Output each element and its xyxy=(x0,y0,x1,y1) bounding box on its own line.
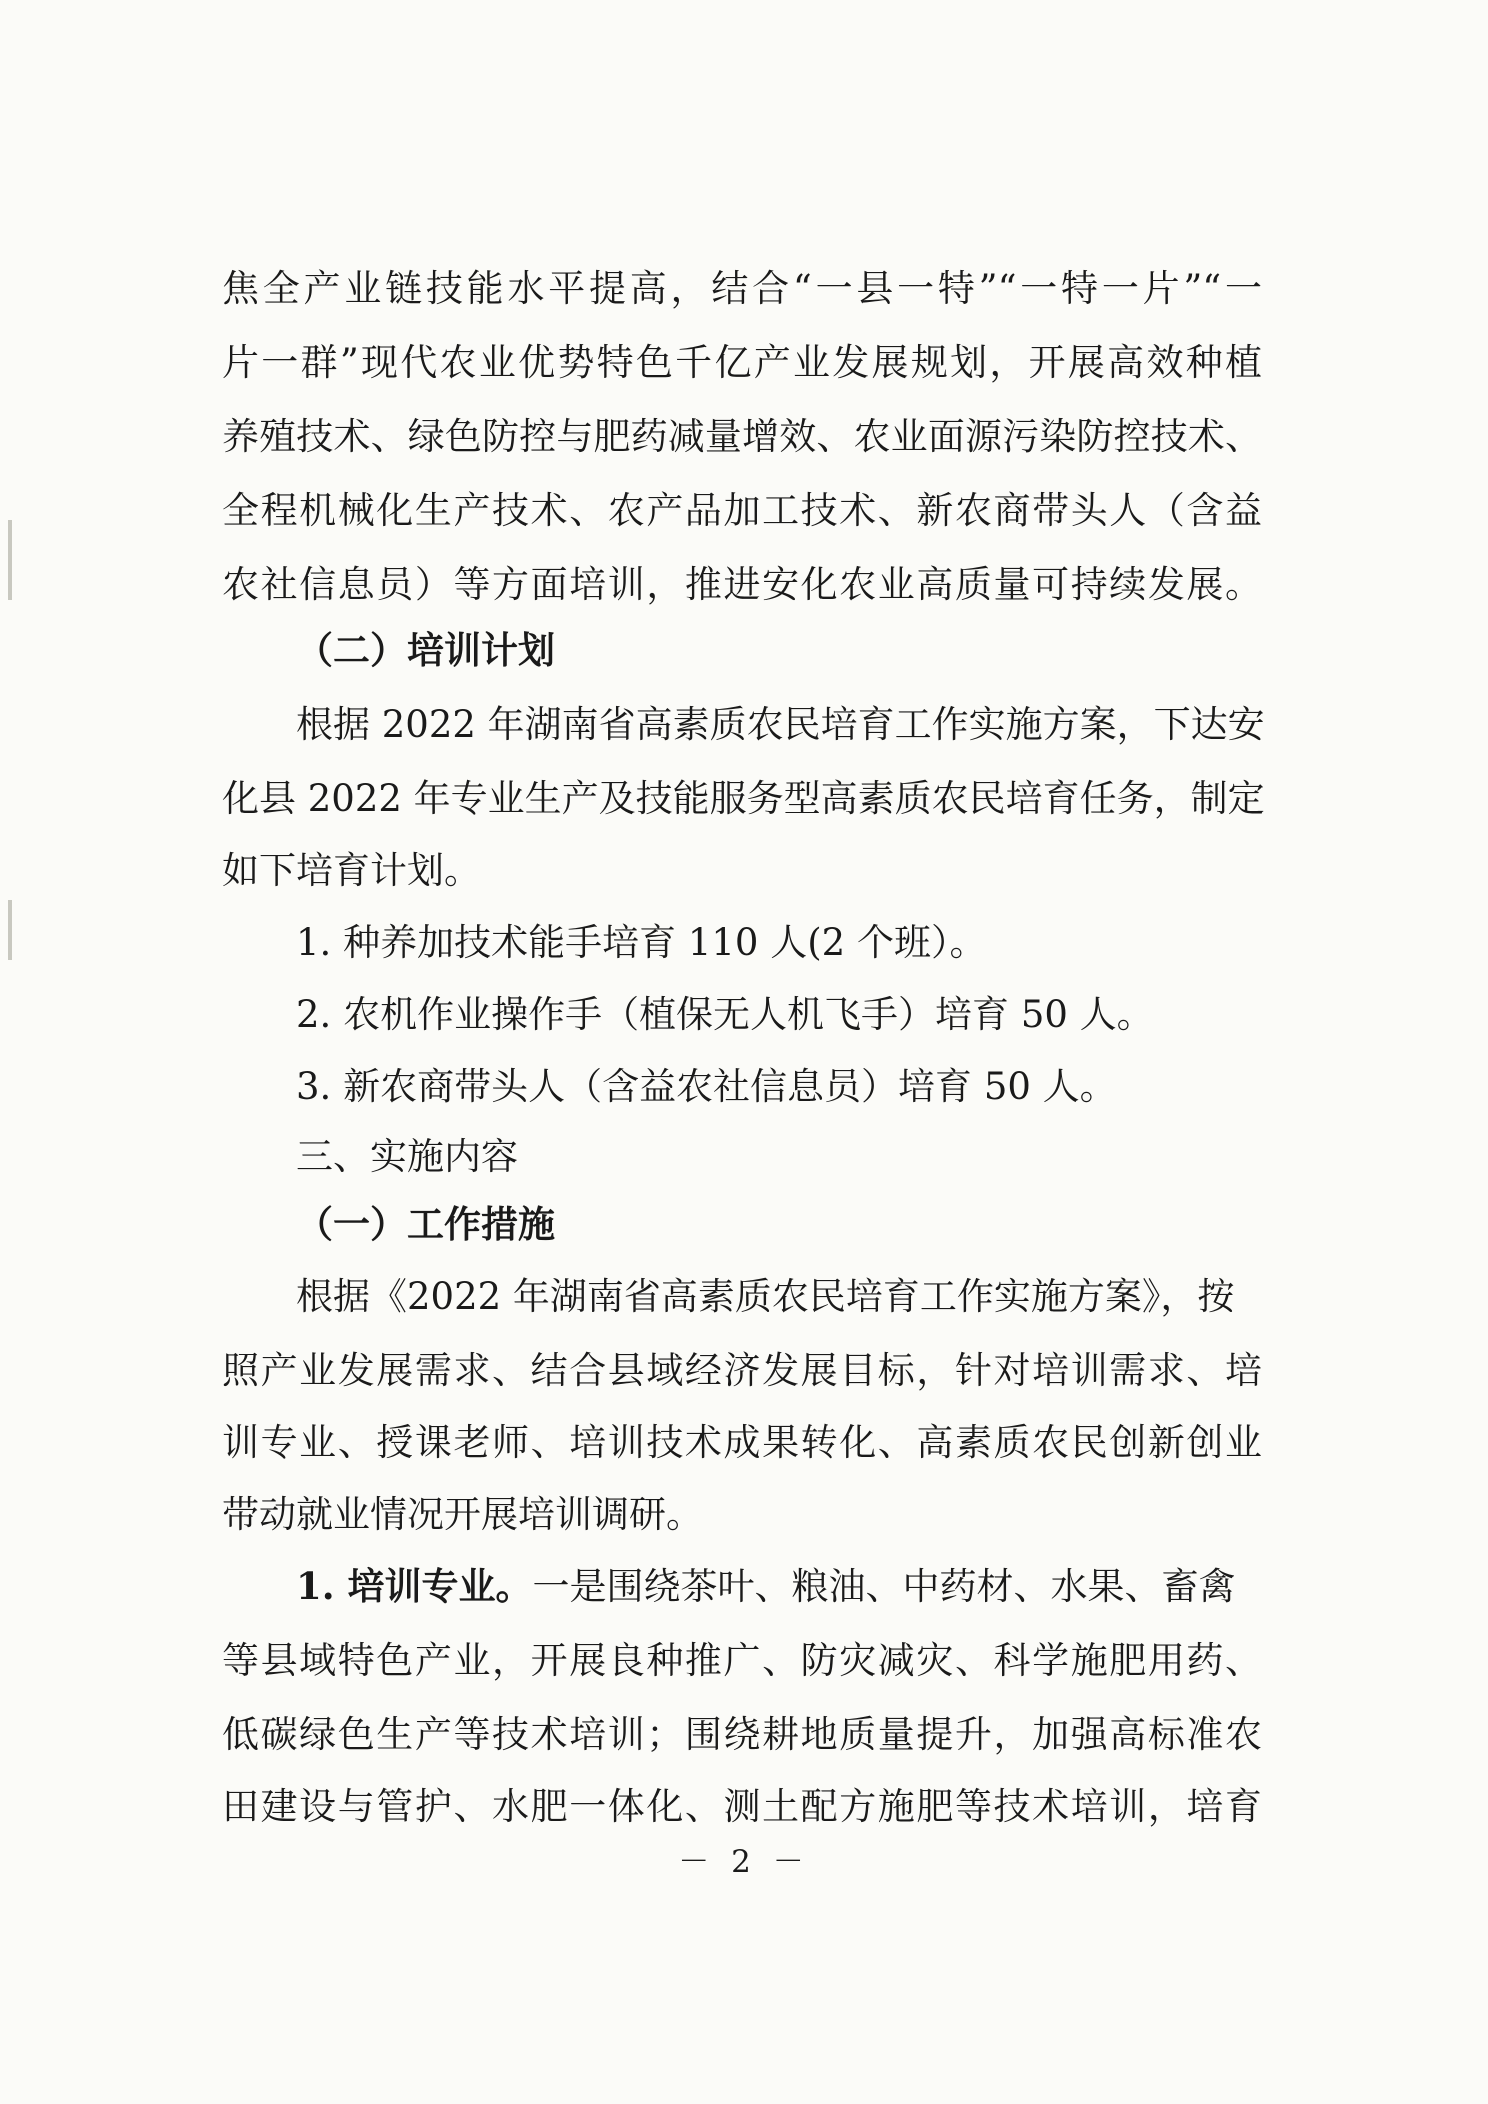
body-line: 养殖技术、绿色防控与肥药减量增效、农业面源污染防控技术、 xyxy=(222,415,1262,458)
body-line: 化县 2022 年专业生产及技能服务型高素质农民培育任务，制定 xyxy=(222,777,1265,820)
body-line: 训专业、授课老师、培训技术成果转化、高素质农民创新创业 xyxy=(222,1421,1262,1464)
body-line: 带动就业情况开展培训调研。 xyxy=(222,1493,703,1536)
body-line: 根据 2022 年湖南省高素质农民培育工作实施方案，下达安 xyxy=(296,703,1265,746)
scan-edge-mark xyxy=(8,900,12,960)
training-majors-text: 一是围绕茶叶、粮油、中药材、水果、畜禽 xyxy=(532,1565,1236,1608)
plan-item-2: 2. 农机作业操作手（植保无人机飞手）培育 50 人。 xyxy=(296,993,1154,1036)
plan-item-1: 1. 种养加技术能手培育 110 人(2 个班）。 xyxy=(296,921,987,964)
body-line: 田建设与管护、水肥一体化、测土配方施肥等技术培训，培育 xyxy=(222,1785,1262,1828)
body-line: 如下培育计划。 xyxy=(222,849,481,892)
body-line: 全程机械化生产技术、农产品加工技术、新农商带头人（含益 xyxy=(222,489,1262,532)
body-line: 低碳绿色生产等技术培训；围绕耕地质量提升，加强高标准农 xyxy=(222,1713,1262,1756)
body-line-training-majors xyxy=(296,1564,1262,1608)
plan-item-3: 3. 新农商带头人（含益农社信息员）培育 50 人。 xyxy=(296,1065,1117,1108)
page-number: － 2 － xyxy=(678,1844,810,1880)
scan-edge-mark xyxy=(8,520,12,600)
body-line: 焦全产业链技能水平提高，结合“一县一特”“一特一片”“一 xyxy=(222,267,1262,310)
training-majors-label: 1. 培训专业。 xyxy=(296,1564,533,1608)
section-heading-implementation: 三、实施内容 xyxy=(296,1135,518,1178)
section-heading-training-plan: （二）培训计划 xyxy=(296,628,555,672)
body-line: 农社信息员）等方面培训，推进安化农业高质量可持续发展。 xyxy=(222,563,1262,606)
body-line: 等县域特色产业，开展良种推广、防灾减灾、科学施肥用药、 xyxy=(222,1639,1262,1682)
body-line: 根据《2022 年湖南省高素质农民培育工作实施方案》，按 xyxy=(296,1275,1235,1318)
body-line: 片一群”现代农业优势特色千亿产业发展规划，开展高效种植 xyxy=(222,341,1262,384)
body-line: 照产业发展需求、结合县域经济发展目标，针对培训需求、培 xyxy=(222,1349,1262,1392)
subsection-heading-measures: （一）工作措施 xyxy=(296,1202,555,1246)
